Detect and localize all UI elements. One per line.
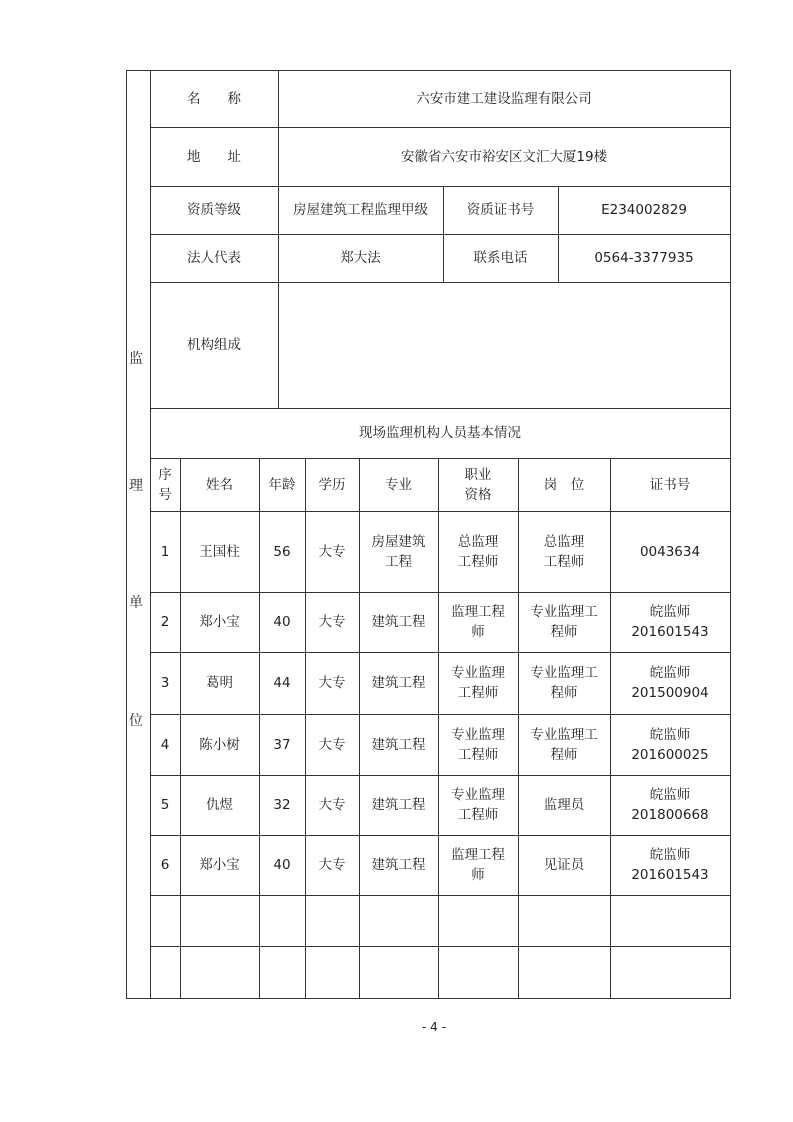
staff-header-cell: 年龄 [268, 476, 296, 493]
staff-header-cell: 姓名 [206, 476, 233, 493]
organization-value [278, 282, 730, 408]
staff-cell: 大专 [318, 543, 346, 560]
side-label-char: 监 [129, 351, 143, 367]
staff-cell: 郑小宝 [199, 614, 240, 630]
staff-cell: 专业监理 工程师 [451, 665, 505, 701]
qualification-value: 房屋建筑工程监理甲级 [293, 202, 428, 218]
staff-cell: 1 [160, 543, 170, 560]
staff-cell: 40 [273, 614, 291, 630]
staff-cell [438, 895, 518, 946]
staff-cell: 总监理 工程师 [457, 533, 499, 570]
staff-cell: 5 [160, 797, 170, 813]
staff-section-title: 现场监理机构人员基本情况 [359, 425, 521, 441]
staff-cell [305, 946, 359, 998]
staff-cell: 大专 [318, 857, 346, 873]
page-number: - 4 - [422, 1020, 446, 1034]
side-label-char: 理 [129, 478, 143, 494]
staff-cell: 皖监师 201600025 [631, 726, 709, 763]
staff-cell: 总监理 工程师 [543, 533, 585, 570]
staff-cell [518, 946, 610, 998]
staff-cell: 专业监理工 程师 [530, 604, 598, 640]
staff-cell: 6 [160, 857, 170, 873]
staff-cell [359, 895, 438, 946]
organization-label: 机构组成 [187, 337, 241, 353]
staff-cell: 葛明 [206, 675, 233, 691]
staff-cell: 44 [273, 675, 291, 691]
staff-cell: 专业监理 工程师 [451, 726, 505, 763]
staff-cell: 专业监理工 程师 [530, 726, 598, 763]
staff-cell: 建筑工程 [371, 675, 426, 691]
address-label: 地 址 [187, 148, 241, 165]
staff-cell: 建筑工程 [371, 614, 426, 630]
staff-cell [610, 895, 730, 946]
side-label-char: 单 [129, 595, 143, 611]
staff-cell: 大专 [318, 736, 346, 753]
staff-cell [180, 946, 259, 998]
staff-cell [305, 895, 359, 946]
staff-cell: 专业监理工 程师 [530, 665, 598, 701]
phone-label: 联系电话 [473, 250, 528, 266]
staff-cell: 大专 [318, 675, 346, 691]
staff-header-cell: 学历 [318, 476, 346, 493]
phone-value: 0564-3377935 [594, 250, 694, 266]
staff-cell: 房屋建筑 工程 [371, 533, 426, 570]
legal-rep-value: 郑大法 [340, 250, 381, 266]
staff-cell: 4 [160, 736, 170, 753]
staff-cell: 郑小宝 [199, 857, 240, 873]
staff-cell: 监理员 [543, 797, 585, 813]
staff-cell: 见证员 [543, 857, 585, 873]
grid-line [126, 70, 127, 998]
staff-cell: 2 [160, 614, 170, 630]
staff-cell: 皖监师 201800668 [631, 787, 709, 823]
staff-cell: 56 [273, 543, 291, 560]
name-label: 名 称 [187, 90, 241, 107]
side-label-char: 位 [129, 713, 143, 729]
staff-cell: 37 [273, 736, 291, 753]
certificate-value: E234002829 [601, 202, 687, 218]
staff-cell: 王国柱 [199, 543, 240, 560]
staff-cell: 40 [273, 857, 291, 873]
address-value: 安徽省六安市裕安区文汇大厦19楼 [400, 148, 608, 165]
staff-cell [180, 895, 259, 946]
staff-cell: 监理工程 师 [451, 847, 505, 883]
grid-line [126, 998, 730, 999]
staff-cell [259, 946, 305, 998]
staff-cell [150, 946, 180, 998]
staff-cell: 监理工程 师 [451, 604, 505, 640]
qualification-label: 资质等级 [187, 202, 241, 218]
staff-cell: 陈小树 [199, 736, 240, 753]
staff-cell [259, 895, 305, 946]
staff-cell: 大专 [318, 797, 346, 813]
staff-cell: 皖监师 201500904 [631, 665, 709, 701]
staff-header-cell: 职业 资格 [464, 466, 492, 503]
staff-cell: 专业监理 工程师 [451, 787, 505, 823]
staff-header-cell: 序 号 [158, 466, 172, 503]
staff-cell: 大专 [318, 614, 346, 630]
staff-cell: 仇煜 [206, 797, 233, 813]
staff-cell: 32 [273, 797, 291, 813]
staff-cell: 0043634 [639, 543, 701, 560]
certificate-label: 资质证书号 [466, 202, 535, 218]
staff-header-cell: 岗 位 [543, 476, 585, 493]
staff-cell [359, 946, 438, 998]
staff-header-cell: 专业 [385, 476, 412, 493]
staff-header-cell: 证书号 [649, 476, 691, 493]
staff-cell: 皖监师 201601543 [631, 847, 709, 883]
staff-cell [438, 946, 518, 998]
staff-cell [150, 895, 180, 946]
staff-cell: 建筑工程 [371, 736, 426, 753]
legal-rep-label: 法人代表 [187, 250, 241, 266]
staff-cell: 3 [160, 675, 170, 691]
staff-cell: 建筑工程 [371, 857, 426, 873]
staff-cell: 皖监师 201601543 [631, 604, 709, 640]
grid-line [730, 70, 731, 999]
staff-cell [518, 895, 610, 946]
staff-cell [610, 946, 730, 998]
name-value: 六安市建工建设监理有限公司 [416, 90, 592, 107]
staff-cell: 建筑工程 [371, 797, 426, 813]
